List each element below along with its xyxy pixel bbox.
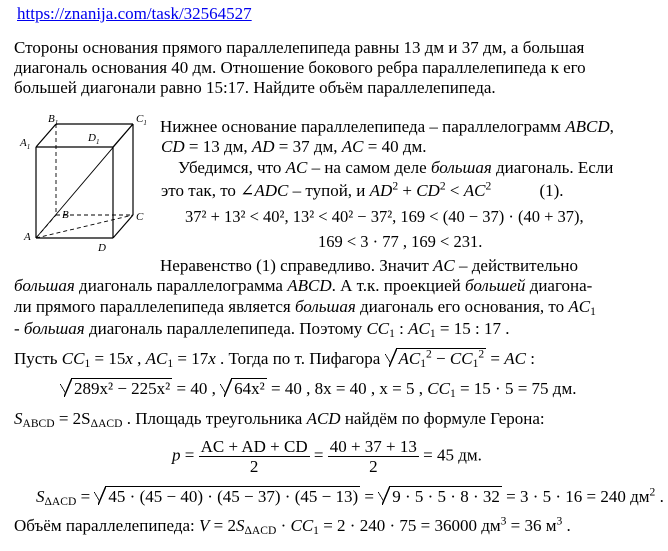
heron-area-formula: $S_{\Delta ACD} = 45 \cdot (45 - 40) \cdot (45 - 37) \cdot (45 - 13) = 9 \cdot 5 \cdot 5 \cdot 8 \cdot 32 = 3 \cdot 5 \cdot 16 = 240$ $дм^2$ . <box>36 485 664 509</box>
solution-line-3: Убедимся, что AC – на самом деле большая диагональ. Если <box>178 158 614 177</box>
label-a: A <box>24 231 31 243</box>
solution-line-10: 289x² − 225x² = 40 , 64x² = 40 , 8x = 40 , x = 5 , $CC_1 = 15 \cdot 5 = 75$ дм. <box>60 378 576 399</box>
label-d: D <box>98 242 106 254</box>
volume-line: Объём параллелепипеда: $V = 2S_{\Delta ACD} \cdot CC_1 = 2 \cdot 240 \cdot 75 = 36000$ $дм^3 = 36$ $м^3$ . <box>14 514 571 538</box>
solution-line-2: CD = 13 дм, AD = 37 дм, AC = 40 дм. <box>161 137 427 156</box>
label-b1: $B_1$ <box>48 113 59 127</box>
label-d1: $D_1$ <box>88 132 100 146</box>
sqrt-2: 64x² <box>220 378 267 399</box>
label-b: B <box>62 209 69 221</box>
problem-line-2: диагональ основания 40 дм. Отношение бокового ребра параллелепипеда к его <box>14 58 586 77</box>
inequality-line-2: 169 < 3 · 77 , 169 < 231. <box>318 232 483 251</box>
semi-perimeter-formula: p = $\frac{AC + AD + CD}{2}$ = $\frac{40 + 37 + 13}{2}$ = 45 дм. <box>172 437 482 476</box>
label-c: C <box>136 211 144 223</box>
solution-line-9: Пусть $CC_1 = 15x$ , $AC_1 = 17x$ . Тогда по т. Пифагора $AC_1^2 - CC_1^2$ = AC : <box>14 347 535 371</box>
sqrt-heron: 45 · (45 − 40) · (45 − 37) · (45 − 13) <box>94 486 360 507</box>
sqrt-1: 289x² − 225x² <box>60 378 172 399</box>
inequality-line-1: 37² + 13² < 40², 13² < 40² − 37², 169 < (40 − 37) · (40 + 37), <box>185 207 584 226</box>
label-a1: $A_1$ <box>20 137 31 151</box>
parallelepiped-figure <box>18 112 158 257</box>
label-c1: $C_1$ <box>136 113 147 127</box>
source-link[interactable] <box>17 4 252 24</box>
solution-line-6: большая диагональ параллелограмма ABCD. А т.к. проекцией большей диагона- <box>14 276 593 295</box>
problem-line-3: большей диагонали равно 15:17. Найдите объём параллелепипеда. <box>14 78 496 97</box>
solution-line-11: $S_{ABCD} = 2S_{\Delta ACD}$ . Площадь треугольника ACD найдём по формуле Герона: <box>14 409 545 431</box>
sqrt-pythagoras: $AC_1^2 - CC_1^2$ <box>385 348 487 369</box>
fraction-2: $\frac{40 + 37 + 13}{2}$ <box>329 437 417 476</box>
problem-line-1: Стороны основания прямого параллелепипеда равны 13 дм и 37 дм, а большая <box>14 38 585 57</box>
source-url[interactable]: https://znanija.com/task/32564527 <box>17 4 252 23</box>
fraction-1: $\frac{AC + AD + CD}{2}$ <box>200 437 308 476</box>
solution-line-7: ли прямого параллелепипеда является большая диагональ его основания, то $AC_1$ <box>14 297 596 319</box>
sqrt-heron-2: 9 · 5 · 5 · 8 · 32 <box>378 486 502 507</box>
solution-line-1: Нижнее основание параллелепипеда – параллелограмм ABCD, <box>160 117 614 136</box>
solution-line-5: Неравенство (1) справедливо. Значит AC – действительно <box>160 256 578 275</box>
solution-line-8: - большая диагональ параллелепипеда. Поэтому $CC_1$ : $AC_1 = 15$ : 17 . <box>14 319 510 341</box>
solution-line-4: это так, то ∠ADC – тупой, и $AD^2 + CD^2 < AC^2$ (1). <box>161 179 564 200</box>
